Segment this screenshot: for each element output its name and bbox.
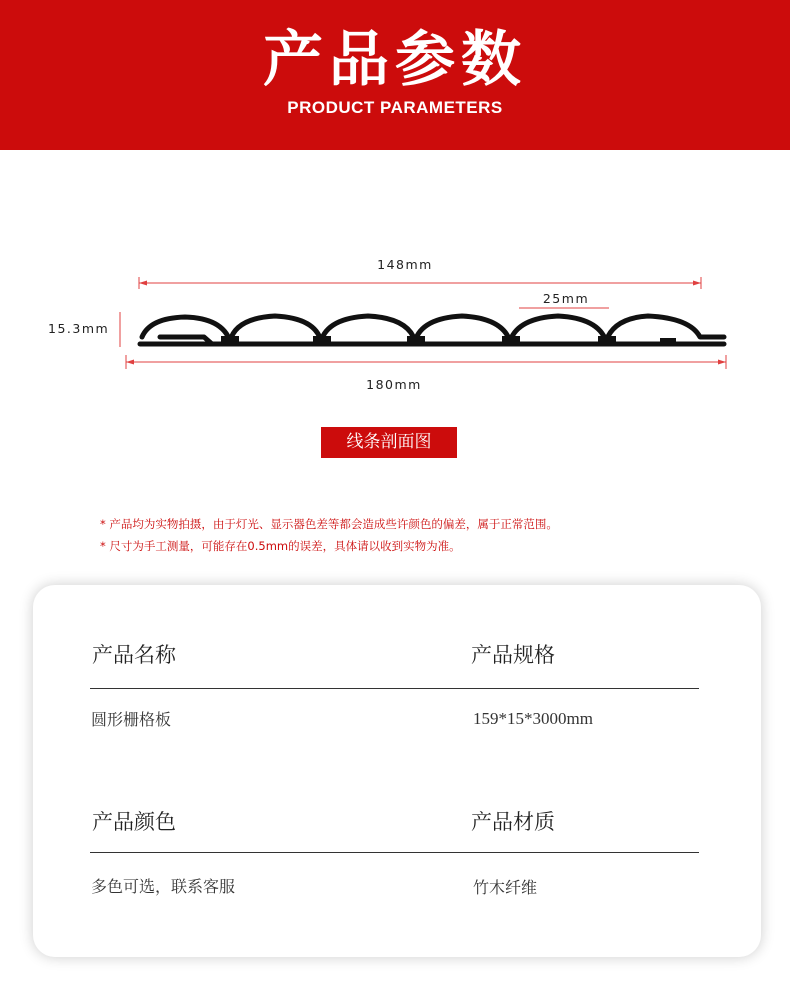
product-size-value: 159*15*3000mm [473,709,593,728]
divider [90,688,699,689]
section-label: 线条剖面图 [321,427,457,458]
product-size-label: 产品规格 [471,643,555,667]
page-title: 产品参数 [263,25,527,95]
spec-card [33,585,761,957]
dimension-line-bottom [126,355,726,369]
profile-cross-section-diagram [0,240,790,400]
product-color-label: 产品颜色 [92,810,176,834]
product-color-value: 多色可选，联系客服 [91,877,236,896]
header-banner [0,0,790,150]
dimension-line-top [139,277,701,289]
note-line: * 尺寸为手工测量，可能存在0.5mm的误差，具体请以收到实物为准。 [100,539,461,553]
product-name-label: 产品名称 [92,643,176,667]
note-line: * 产品均为实物拍摄，由于灯光、显示器色差等都会造成些许颜色的偏差，属于正常范围。 [100,517,558,531]
product-material-label: 产品材质 [471,810,555,834]
divider [90,852,699,853]
dimension-segment-label: 25mm [542,291,590,306]
disclaimer-notes [100,513,740,557]
dimension-height-label: 15.3mm [48,321,110,336]
dimension-bottom-label: 180mm [366,377,422,392]
dimension-top-label: 148mm [377,257,433,272]
product-material-value: 竹木纤维 [473,878,538,897]
page-subtitle: PRODUCT PARAMETERS [287,98,503,117]
product-name-value: 圆形栅格板 [91,710,172,729]
